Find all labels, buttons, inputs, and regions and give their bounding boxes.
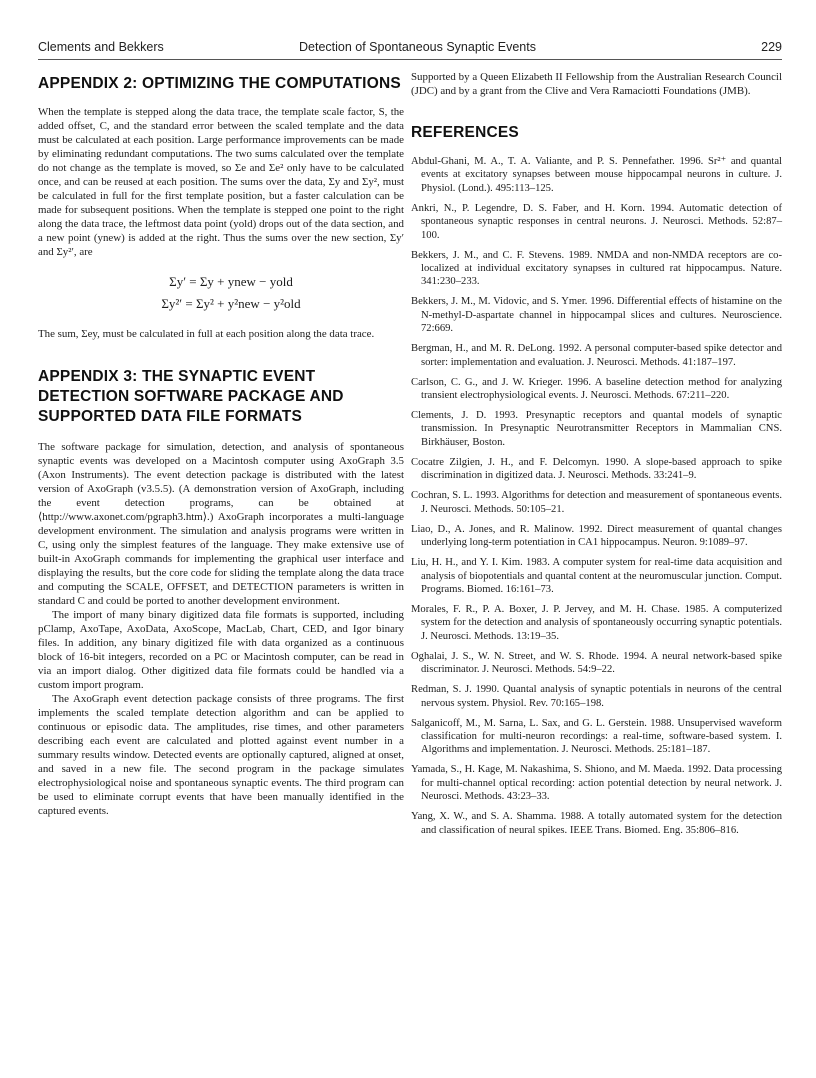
reference-item: Ankri, N., P. Legendre, D. S. Faber, and H. Korn. 1994. Automatic detection of spontaneous synaptic responses in central neurons. J. Neurosci. Methods. 52:87–100.	[411, 202, 782, 241]
reference-item: Clements, J. D. 1993. Presynaptic receptors and quantal models of synaptic transmission. In Presynaptic Neurotransmitter Receptors in Mammalian CNS. Birkhäuser, Boston.	[411, 410, 782, 448]
reference-item: Bekkers, J. M., and C. F. Stevens. 1989. NMDA and non-NMDA receptors are co-localized at individual excitatory synapses in cultured rat hippocampus. Nature. 341:230–233.	[411, 249, 782, 288]
equation-1: Σy′ = Σy + ynew − yold	[169, 274, 293, 289]
left-column	[38, 70, 404, 818]
appendix3-heading: APPENDIX 3: THE SYNAPTIC EVENT DETECTION SOFTWARE PACKAGE AND SUPPORTED DATA FILE FORMATS	[38, 368, 344, 425]
reference-item: Liao, D., A. Jones, and R. Malinow. 1992. Direct measurement of quantal changes underlying long-term potentiation in CA1 hippocampus. Neuron. 9:1089–97.	[411, 523, 782, 549]
reference-item: Morales, F. R., P. A. Boxer, J. P. Jervey, and M. H. Chase. 1985. A computerized system for the detection and analysis of spontaneously occurring synaptic potentials. J. Neurosci. Methods. 13:19–35.	[411, 603, 782, 642]
right-column	[411, 70, 782, 844]
reference-item: Bekkers, J. M., M. Vidovic, and S. Ymer. 1996. Differential effects of histamine on the N-methyl-D-aspartate channel in hippocampal slices and cultures. Neuroscience. 72:669.	[411, 296, 782, 335]
reference-item: Oghalai, J. S., W. N. Street, and W. S. Rhode. 1994. A neural network-based spike discriminator. J. Neurosci. Methods. 54:9–22.	[411, 650, 782, 676]
reference-item: Cocatre Zilgien, J. H., and F. Delcomyn. 1990. A slope-based approach to spike discrimination in digitized data. J. Neurosci. Methods. 33:241–9.	[411, 456, 782, 482]
reference-item: Yamada, S., H. Kage, M. Nakashima, S. Shiono, and M. Maeda. 1992. Data processing for multi-channel optical recording: action potential detection by neural network. J. Neurosci. Methods. 43:23–33.	[411, 764, 782, 803]
reference-item: Bergman, H., and M. R. DeLong. 1992. A personal computer-based spike detector and sorter: implementation and evaluation. J. Neurosci. Methods. 41:187–197.	[411, 343, 782, 368]
reference-item: Liu, H. H., and Y. I. Kim. 1983. A computer system for real-time data acquisition and analysis of biopotentials and quantal content at the neuromuscular junction. Comput. Programs. Biomed. 16:161–73.	[411, 557, 782, 595]
header-rule	[38, 59, 782, 60]
references-heading: REFERENCES	[411, 124, 519, 141]
reference-item: Abdul-Ghani, M. A., T. A. Valiante, and P. S. Pennefather. 1996. Sr²⁺ and quantal events at excitatory synapses between mouse hippocampal neurons in culture. J. Physiol. (Lond.). 495:113–125.	[411, 156, 782, 194]
reference-item: Carlson, C. G., and J. W. Krieger. 1996. A baseline detection method for analyzing transient electrophysiological events. J. Neurosci. Methods. 67:211–220.	[411, 376, 782, 402]
running-header	[38, 40, 782, 60]
equation-block	[38, 271, 404, 315]
reference-item: Redman, S. J. 1990. Quantal analysis of synaptic potentials in neurons of the central nervous system. Physiol. Rev. 70:165–198.	[411, 684, 782, 709]
page-number: 229	[761, 40, 782, 54]
funding-acknowledgment: Supported by a Queen Elizabeth II Fellowship from the Australian Research Council (JDC) and by a grant from the Clive and Vera Ramaciotti Foundations (JMB).	[411, 71, 782, 97]
reference-item: Yang, X. W., and S. A. Shamma. 1988. A totally automated system for the detection and classification of neural spikes. IEEE Trans. Biomed. Eng. 35:806–816.	[411, 811, 782, 836]
appendix2-heading: APPENDIX 2: OPTIMIZING THE COMPUTATIONS	[38, 75, 401, 92]
equation-2: Σy²′ = Σy² + y²new − y²old	[161, 296, 301, 311]
reference-list	[411, 155, 782, 837]
appendix3-paragraph-3: The AxoGraph event detection package consists of three programs. The first implements the scaled template detection algorithm and can be applied to continuous or episodic data. The amplitudes, rise times, and other parameters describing each event are calculated and plotted against event number in a summary results window. Detected events are optionally captured, aligned at onset, and saved in a new file. The second program in the package simulates electrophysiological noise and spontaneous synaptic events. The third program can be used to eliminate corrupt events that have been manually identified in the captured events.	[38, 693, 404, 817]
reference-item: Salganicoff, M., M. Sarna, L. Sax, and G. L. Gerstein. 1988. Unsupervised waveform classification for multi-neuron recordings: a real-time, software-based system. I. Algorithms and implementation. J. Neurosci. Methods. 25:181–187.	[411, 717, 782, 756]
running-header-authors: Clements and Bekkers	[38, 40, 164, 54]
running-header-title: Detection of Spontaneous Synaptic Events	[299, 40, 536, 54]
appendix2-paragraph-2: The sum, Σey, must be calculated in full at each position along the data trace.	[38, 328, 375, 340]
reference-item: Cochran, S. L. 1993. Algorithms for detection and measurement of spontaneous events. J. Neurosci. Methods. 50:105–21.	[411, 490, 782, 515]
appendix3-paragraph-1: The software package for simulation, detection, and analysis of spontaneous synaptic events was developed on a Macintosh computer using AxoGraph 3.5 (Axon Instruments). The event detection package is distributed with the latest version of AxoGraph (v3.5.5). (A demonstration version of AxoGraph, including the event detection programs, can be obtained at ⟨http://www.axonet.com/pgraph3.htm⟩.) AxoGraph incorporates a multi-language development environment. The simulation and analysis programs were written in C, using only the simplest features of the language. They make extensive use of built-in AxoGraph commands for implementing the graphical user interface and displaying the results, but the core code for sliding the template along the data trace and computing the SCALE, OFFSET, and DETECTION parameters is written in standard C and could be ported to another development environment.	[38, 441, 404, 607]
appendix2-paragraph-1: When the template is stepped along the data trace, the template scale factor, S, the added offset, C, and the standard error between the scaled template and the data must be calculated at each position. Large performance improvements can be made by eliminating redundant computations. The two sums calculated over the template do not change as the template is moved, so Σe and Σe² only have to be calculated once, and can be reused at each position. The sums over the data, Σy and Σy², must be calculated in full for the first template position, but a faster calculation can be made for subsequent positions. When the template is stepped one point to the right along the data trace, the leftmost data point (yold) drops out of the data section, and a new point (ynew) is added at the right. Thus the sums over the new section, Σy′ and Σy²′, are	[38, 106, 404, 258]
appendix3-paragraph-2: The import of many binary digitized data file formats is supported, including pClamp, AxoTape, AxoData, AxoScope, MacLab, Chart, CED, and Igor binary files. In addition, any binary digitized file with data organized as a continuous block of 16-bit integers, recorded on a PC or Macintosh computer, can be read in via an import dialog. Other digitized data file formats could be handled via a custom import program.	[38, 609, 404, 691]
